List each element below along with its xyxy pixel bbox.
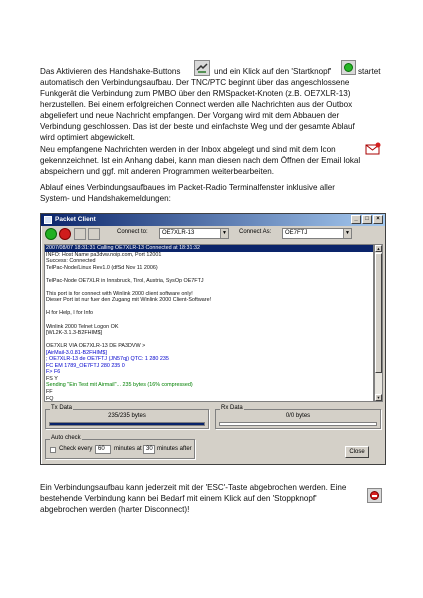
new-mail-icon: [365, 142, 381, 154]
scroll-up-icon[interactable]: ▲: [376, 246, 381, 251]
terminal-line: ; OE7XLR-13 de OE7FTJ (JN57qj) QTC: 1 280 235: [46, 356, 169, 363]
tx-data-label: Tx Data: [51, 405, 73, 411]
connect-as-value: OE7FTJ: [285, 230, 308, 236]
connect-as-select[interactable]: [282, 228, 352, 239]
check-every-input[interactable]: 60: [95, 445, 111, 454]
rx-progress-bar: [219, 422, 377, 426]
terminal-line: INFO: Host Name pa3dvw.noip.com, Port 12001: [46, 251, 162, 258]
connect-to-value: OE7XLR-13: [162, 230, 195, 236]
terminal-line: [WL2K-3.1.3-B2FHIM$]: [46, 330, 103, 337]
minimize-button[interactable]: _: [351, 215, 361, 224]
minutes-at-input[interactable]: 30: [143, 445, 155, 454]
close-window-button[interactable]: ×: [373, 215, 383, 224]
rx-data-panel: [215, 405, 381, 429]
terminal-line: F> F6: [46, 369, 61, 376]
minutes-after-label: minutes after: [157, 446, 192, 452]
tx-progress-fill: [50, 423, 204, 425]
terminal-line: TelPac-Node/Linux Rev1.0 (dfSd Nov 11 2006): [46, 264, 158, 271]
tx-data-panel: [45, 405, 209, 429]
para1-line-1: Das Aktivieren des Handshake-Buttons: [40, 67, 181, 76]
para2-line-1: Neu empfangene Nachrichten werden in der Inbox abgelegt und sind mit dem Icon: [40, 145, 336, 154]
para1-line-6: Verbindung geschlossen. Das ist der beste und einfachste Weg und der gesamte Ablauf: [40, 122, 355, 131]
scroll-thumb[interactable]: [375, 253, 382, 373]
toolbar: [41, 226, 385, 242]
para1-line-1b: und ein Klick auf den 'Startknopf': [214, 67, 332, 76]
packet-client-window: [40, 213, 386, 465]
auto-check-label: Auto check: [51, 435, 81, 441]
close-button[interactable]: Close: [345, 446, 369, 458]
handshake-button[interactable]: [74, 228, 86, 240]
app-icon: [44, 216, 52, 224]
terminal-line: FQ: [46, 395, 54, 402]
terminal-line: Sending "Ein Test mit Airmail"... 235 bytes (16% compressed): [46, 382, 193, 389]
para3-line-2: System- und Handshakemeldungen:: [40, 194, 171, 203]
para1-line-3: Funkgerät die Verbindung zum PMBO über den RMSpacket-Knoten (z.B. OE7XLR-13): [40, 89, 351, 98]
maximize-button[interactable]: □: [362, 215, 372, 224]
stop-button[interactable]: [59, 228, 71, 240]
terminal-line: FC EM 1789_OE7FTJ 280 235 0: [46, 362, 125, 369]
scroll-down-icon[interactable]: ▼: [376, 395, 381, 400]
terminal-line: Winlink 2000 Telnet Logon OK: [46, 323, 119, 330]
tx-progress-bar: [49, 422, 205, 426]
rx-data-label: Rx Data: [221, 405, 243, 411]
chevron-down-icon: ▼: [343, 229, 351, 238]
start-green-icon: [341, 60, 356, 75]
para4-line-2: bestehende Verbindung kann bei Bedarf mit einem Klick auf den 'Stoppknopf': [40, 494, 317, 503]
para1-line-4: herzustellen. Bei einem erfolgreichen Connect werden alle Nachrichten aus der Outbox: [40, 100, 353, 109]
para1-line-2: automatisch den Verbindungsaufbau. Der TNC/PTC beginnt über das angeschlossene: [40, 78, 350, 87]
check-every-label: Check every: [59, 446, 93, 452]
terminal-line: Dieser Port ist nur fuer den Zugang mit Winlink 2000 Client-Software!: [46, 297, 212, 304]
terminal-line: H for Help, I for Info: [46, 310, 94, 317]
terminal-output[interactable]: [44, 244, 374, 402]
chevron-down-icon: ▼: [220, 229, 228, 238]
para1-line-7: wird optimiert abgewickelt.: [40, 133, 135, 142]
para2-line-2: gekennzeichnet. Ist ein Anhang dabei, kann man diesen nach dem Öffnen der Email lokal: [40, 156, 361, 165]
start-button[interactable]: [45, 228, 57, 240]
terminal-scrollbar[interactable]: [374, 244, 383, 402]
auto-check-group: [45, 435, 195, 459]
para4-line-3: abgebrochen werden (harter Disconnect)!: [40, 505, 190, 514]
terminal-line: TelPac-Node OE7XLR in Innsbruck, Tirol, Austria, SysOp OE7FTJ: [46, 277, 204, 284]
minutes-at-label: minutes at: [114, 446, 142, 452]
terminal-line: OE7XLR VIA OE7XLR-13 DE PA3DVW >: [46, 343, 146, 350]
rx-data-value: 0/0 bytes: [285, 413, 311, 419]
para2-line-3: abspeichern und ggf. mit anderen Programmen weiterbearbeiten.: [40, 167, 274, 176]
para3-line-1: Ablauf eines Verbindungsaufbaues im Packet-Radio Terminalfenster inklusive aller: [40, 183, 335, 192]
window-title: Packet Client: [55, 216, 96, 223]
terminal-line: Success: Connected: [46, 258, 96, 265]
para4-line-1: Ein Verbindungsaufbau kann jederzeit mit der 'ESC'-Taste abgebrochen werden. Eine: [40, 483, 347, 492]
stop-red-icon: [367, 488, 382, 503]
para1-line-1c: startet: [358, 67, 381, 76]
terminal-line: FF: [46, 389, 53, 396]
para1-line-5: abgeliefert und neue Nachricht empfangen. Der Vorgang wird mit dem Abbauen der: [40, 111, 340, 120]
connect-to-select[interactable]: [159, 228, 229, 239]
tx-data-value: 235/235 bytes: [108, 413, 146, 419]
terminal-line: [AirMail-3.0.81-B2FHIM$]: [46, 349, 107, 356]
check-every-checkbox[interactable]: [50, 447, 56, 453]
connect-to-label: Connect to:: [117, 229, 148, 235]
terminal-line: FS Y: [46, 375, 58, 382]
window-titlebar: [41, 214, 385, 226]
terminal-line: 2007/08/07 18:31:31 Calling OE7XLR-13 Connected at 18:31:32: [45, 245, 373, 252]
connect-as-label: Connect As:: [239, 229, 272, 235]
handshake-icon: [194, 60, 210, 76]
settings-button[interactable]: [88, 228, 100, 240]
terminal-line: This port is for connect with Winlink 2000 client software only!: [46, 290, 193, 297]
